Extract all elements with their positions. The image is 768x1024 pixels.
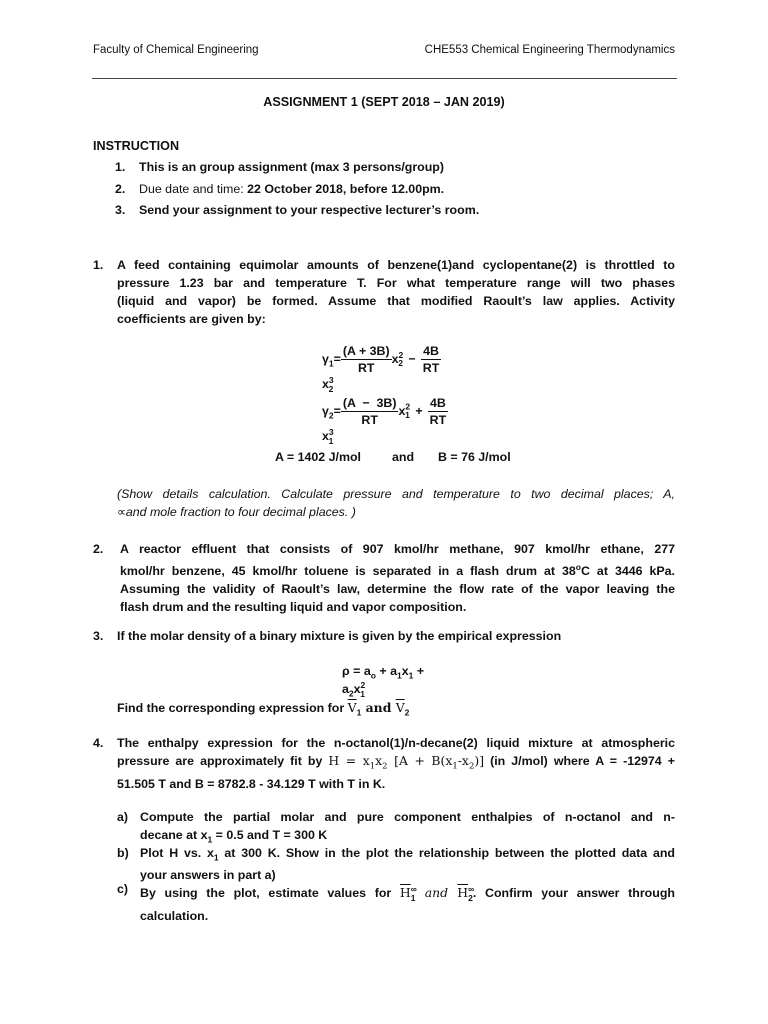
- due-label: Due date and time:: [139, 182, 248, 196]
- header-right: CHE553 Chemical Engineering Thermodynamics: [424, 44, 675, 56]
- q1-constant-and: and: [392, 450, 415, 464]
- instruction-num-3: 3.: [115, 203, 126, 217]
- q2-line-1: A reactor effluent that consists of 907 kmol/hr methane, 907 kmol/hr ethane, 277: [120, 542, 675, 556]
- q4-part-a-line-2: decane at $x_1 = 0.5$ and T = 300 K: [140, 828, 328, 845]
- instruction-item-2: [139, 180, 444, 198]
- q4-part-a-label: a): [117, 810, 129, 824]
- instruction-item-3: Send your assignment to your respective lecturer’s room.: [139, 203, 480, 217]
- q4-part-c-label: c): [117, 882, 129, 896]
- q3-line-1: If the molar density of a binary mixture is given by the empirical expression: [117, 629, 562, 643]
- due-dot: .: [440, 182, 445, 196]
- page-title: ASSIGNMENT 1 (SEPT 2018 – JAN 2019): [263, 95, 505, 109]
- q1-constant-a: A = 1402 J/mol: [275, 450, 361, 464]
- q4-part-a: [140, 808, 675, 848]
- q4-line-3: 51.505 T and B = 8782.8 - 34.129 T with T in K.: [117, 777, 386, 792]
- instruction-num-1: 1.: [115, 160, 126, 174]
- q1-equation-gamma2: $\gamma_2=$ $\frac{(A - 3B)}{RT}$ $x^2_1$ + $\frac{4B}{RT}$ $x^3_1$: [322, 396, 447, 446]
- due-date: 22 October 2018, before 12.00pm: [247, 182, 441, 196]
- q2-text: [120, 540, 675, 616]
- q3-equation: $\rho = a_o + a_1x_1 + a_2x^2_1$: [342, 664, 425, 700]
- q4-number: 4.: [93, 736, 104, 750]
- q1-number: 1.: [93, 258, 104, 272]
- q1-note-line-1: (Show details calculation. Calculate pressure and temperature to two decimal places; A,: [117, 487, 675, 501]
- q4-part-c-line-1: By using the plot, estimate values for $\overline{H}^\infty_1$ and $\overline{H}^\infty_2$. Confirm your answer through: [140, 884, 675, 903]
- q1-line-2: pressure 1.23 bar and temperature T. For what temperature range will two phases: [117, 276, 675, 290]
- instruction-item-1: This is an group assignment (max 3 persons/group): [139, 160, 444, 174]
- instruction-heading: INSTRUCTION: [93, 139, 180, 153]
- q1-constant-b: B = 76 J/mol: [438, 450, 511, 464]
- q4-part-c: [140, 880, 675, 925]
- q2-line-4: flash drum and the resulting liquid and vapor composition.: [120, 600, 467, 615]
- q1-note: [117, 485, 675, 521]
- q3-find-line: Find the corresponding expression for $\overline{V}_1$ and $\overline{V}_2$: [117, 700, 410, 718]
- q2-line-3: Assuming the validity of Raoult’s law, determine the flow rate of the vapor leaving the: [120, 582, 675, 597]
- q1-note-line-2: ∝and mole fraction to four decimal places. ): [117, 505, 356, 519]
- header-left: Faculty of Chemical Engineering: [93, 44, 259, 56]
- q2-line-2: kmol/hr benzene, 45 kmol/hr toluene is separated in a flash drum at 38$^o$C at 3446 kPa.: [120, 562, 675, 579]
- q4-part-c-line-2: calculation.: [140, 908, 209, 923]
- q1-line-3: (liquid and vapor) be formed. Assume that modified Raoult’s law applies. Activity: [117, 294, 675, 308]
- q4-line-2: pressure are approximately fit by $H = x_1x_2$ $[A + B(x_1-x_2)]$ (in J/mol) where A = -12974 +: [117, 753, 675, 772]
- header-divider: [92, 78, 677, 79]
- q4-part-b-line-1: Plot H vs. $x_1$ at 300 K. Show in the plot the relationship between the plotted data and: [140, 846, 676, 863]
- q4-line-1: The enthalpy expression for the n-octanol(1)/n-decane(2) liquid mixture at atmospheric: [117, 736, 675, 750]
- q4-part-b-label: b): [117, 846, 129, 860]
- q4-part-b-line-2: your answers in part a): [140, 868, 276, 883]
- q3-number: 3.: [93, 629, 104, 643]
- q1-equation-gamma1: $\gamma_1=$ $\frac{(A + 3B)}{RT}$ $x^2_2$ − $\frac{4B}{RT}$ $x^3_2$: [322, 344, 440, 394]
- q1-line-1: A feed containing equimolar amounts of benzene(1)and cyclopentane(2) is throttled to: [117, 258, 675, 272]
- q4-part-b: [140, 844, 675, 884]
- q4-text: [117, 734, 675, 793]
- q1-line-4: coefficients are given by:: [117, 312, 266, 326]
- instruction-num-2: 2.: [115, 182, 126, 196]
- q2-number: 2.: [93, 542, 104, 556]
- q1-text: [117, 256, 675, 328]
- q4-part-a-line-1: Compute the partial molar and pure component enthalpies of n-octanol and n-: [140, 810, 675, 824]
